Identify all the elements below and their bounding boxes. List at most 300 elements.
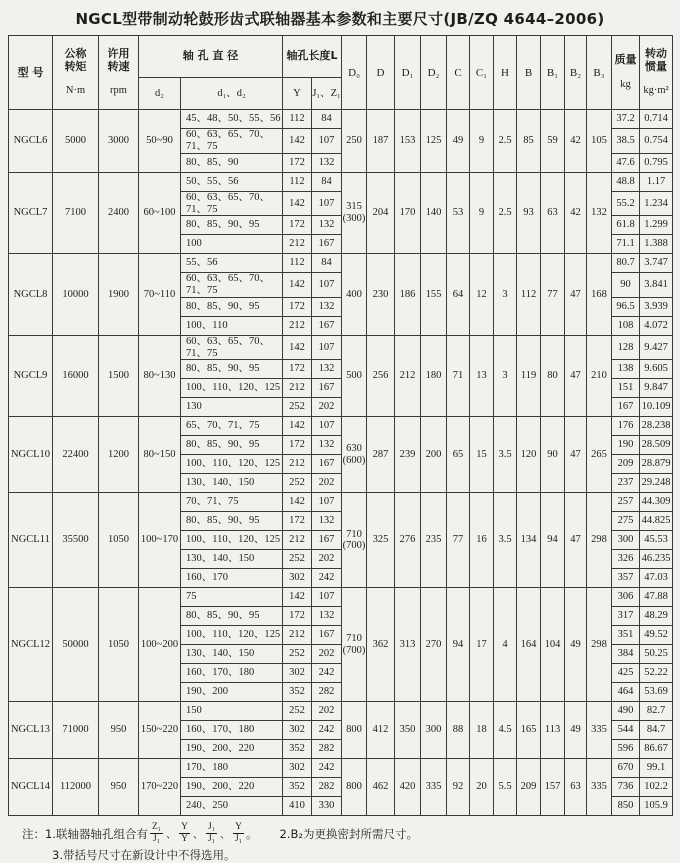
- bore-combo-fraction-2: [179, 822, 190, 845]
- length-jz-cell: 132: [312, 360, 342, 379]
- dim-b3-cell: 168: [587, 254, 612, 336]
- dim-d1-cell: 276: [395, 493, 421, 588]
- length-jz-cell: 107: [312, 273, 342, 298]
- d2-range-cell: 80~150: [139, 417, 181, 493]
- fraction-denominator: J₁: [235, 834, 243, 845]
- dim-d0-cell: 315 (300): [342, 172, 367, 254]
- mass-cell: 71.1: [612, 235, 640, 254]
- mass-label: 质量: [614, 53, 637, 67]
- speed-cell: 1050: [99, 493, 139, 588]
- length-y-cell: 142: [283, 335, 312, 360]
- bore-list-cell: 60、63、65、70、71、75: [181, 129, 283, 154]
- length-jz-cell: 107: [312, 417, 342, 436]
- bore-list-cell: 160、170、180: [181, 721, 283, 740]
- bore-list-cell: 100、110: [181, 316, 283, 335]
- length-y-cell: 172: [283, 436, 312, 455]
- inertia-cell: 99.1: [640, 759, 673, 778]
- dim-d0-cell: 630 (600): [342, 417, 367, 493]
- dim-c-cell: 88: [447, 702, 470, 759]
- bore-list-cell: 70、71、75: [181, 493, 283, 512]
- length-y-cell: 302: [283, 569, 312, 588]
- bore-list-cell: 160、170: [181, 569, 283, 588]
- torque-cell: 22400: [53, 417, 99, 493]
- dim-b1-cell: 94: [541, 493, 565, 588]
- bore-list-cell: 130、140、150: [181, 645, 283, 664]
- dim-c-cell: 71: [447, 335, 470, 417]
- inertia-cell: 10.109: [640, 398, 673, 417]
- bore-list-cell: 80、85、90、95: [181, 512, 283, 531]
- col-header-inertia: [640, 36, 673, 110]
- dim-b3-cell: 265: [587, 417, 612, 493]
- bore-list-cell: 80、85、90、95: [181, 436, 283, 455]
- torque-cell: 7100: [53, 172, 99, 254]
- mass-cell: 384: [612, 645, 640, 664]
- dim-d-cell: 287: [367, 417, 395, 493]
- fraction-numerator: Y: [235, 822, 242, 833]
- bore-list-cell: 100、110、120、125: [181, 379, 283, 398]
- dim-b2-cell: 63: [565, 759, 587, 816]
- length-jz-cell: 242: [312, 759, 342, 778]
- dim-b-cell: 85: [517, 110, 541, 173]
- inertia-cell: 50.25: [640, 645, 673, 664]
- mass-cell: 190: [612, 436, 640, 455]
- inertia-cell: 84.7: [640, 721, 673, 740]
- dim-d-cell: 230: [367, 254, 395, 336]
- dim-d1-cell: 186: [395, 254, 421, 336]
- mass-cell: 47.6: [612, 153, 640, 172]
- dim-b-cell: 209: [517, 759, 541, 816]
- dim-b2-cell: 47: [565, 493, 587, 588]
- bore-list-cell: 60、63、65、70、71、75: [181, 335, 283, 360]
- length-jz-cell: 242: [312, 664, 342, 683]
- length-y-cell: 212: [283, 455, 312, 474]
- fraction-separator: 、: [220, 830, 230, 842]
- dim-b1-cell: 59: [541, 110, 565, 173]
- model-cell: NGCL10: [9, 417, 53, 493]
- inertia-cell: 29.248: [640, 474, 673, 493]
- table-row: [9, 493, 673, 512]
- dim-d0-cell: 800: [342, 759, 367, 816]
- bore-list-cell: 190、200、220: [181, 740, 283, 759]
- torque-cell: 5000: [53, 110, 99, 173]
- speed-unit: rpm: [110, 85, 127, 97]
- col-header-speed: [99, 36, 139, 110]
- length-y-cell: 172: [283, 297, 312, 316]
- inertia-cell: 28.879: [640, 455, 673, 474]
- dim-d-cell: 204: [367, 172, 395, 254]
- col-header-torque: [53, 36, 99, 110]
- dim-c1-cell: 17: [470, 588, 494, 702]
- dim-d2-cell: 140: [421, 172, 447, 254]
- bore-list-cell: 100、110、120、125: [181, 626, 283, 645]
- length-y-cell: 212: [283, 316, 312, 335]
- dim-d1-cell: 420: [395, 759, 421, 816]
- mass-cell: 176: [612, 417, 640, 436]
- bore-list-cell: 100: [181, 235, 283, 254]
- inertia-cell: 46.235: [640, 550, 673, 569]
- mass-cell: 300: [612, 531, 640, 550]
- dim-b-cell: 165: [517, 702, 541, 759]
- length-y-cell: 302: [283, 721, 312, 740]
- dim-d0-cell: 500: [342, 335, 367, 417]
- dim-h-cell: 3: [494, 335, 517, 417]
- dim-c-cell: 92: [447, 759, 470, 816]
- col-header-bore-length: 轴孔长度L: [283, 36, 342, 78]
- inertia-cell: 9.605: [640, 360, 673, 379]
- dim-d1-cell: 350: [395, 702, 421, 759]
- dim-d-cell: 462: [367, 759, 395, 816]
- col-header-bore-diameter: 轴 孔 直 径: [139, 36, 283, 78]
- inertia-cell: 48.29: [640, 607, 673, 626]
- inertia-cell: 28.509: [640, 436, 673, 455]
- bore-list-cell: 130、140、150: [181, 474, 283, 493]
- model-cell: NGCL6: [9, 110, 53, 173]
- bore-list-cell: 240、250: [181, 797, 283, 816]
- length-jz-cell: 107: [312, 588, 342, 607]
- mass-cell: 306: [612, 588, 640, 607]
- note-1-end: 。: [246, 826, 258, 841]
- length-y-cell: 410: [283, 797, 312, 816]
- col-header-b2: B₂: [565, 36, 587, 110]
- length-y-cell: 112: [283, 254, 312, 273]
- d2-range-cell: 60~100: [139, 172, 181, 254]
- dim-b-cell: 164: [517, 588, 541, 702]
- length-jz-cell: 132: [312, 153, 342, 172]
- bore-list-cell: 65、70、71、75: [181, 417, 283, 436]
- dim-c-cell: 53: [447, 172, 470, 254]
- length-y-cell: 172: [283, 512, 312, 531]
- dim-b3-cell: 132: [587, 172, 612, 254]
- dim-b2-cell: 42: [565, 110, 587, 173]
- length-y-cell: 302: [283, 664, 312, 683]
- inertia-cell: 9.427: [640, 335, 673, 360]
- mass-cell: 167: [612, 398, 640, 417]
- mass-cell: 96.5: [612, 297, 640, 316]
- mass-cell: 736: [612, 778, 640, 797]
- torque-cell: 16000: [53, 335, 99, 417]
- dim-d2-cell: 300: [421, 702, 447, 759]
- mass-cell: 275: [612, 512, 640, 531]
- table-row: [9, 588, 673, 607]
- bore-list-cell: 55、56: [181, 254, 283, 273]
- inertia-cell: 1.17: [640, 172, 673, 191]
- mass-cell: 351: [612, 626, 640, 645]
- bore-list-cell: 75: [181, 588, 283, 607]
- dim-b-cell: 134: [517, 493, 541, 588]
- length-jz-cell: 282: [312, 778, 342, 797]
- bore-list-cell: 160、170、180: [181, 664, 283, 683]
- inertia-cell: 9.847: [640, 379, 673, 398]
- inertia-unit: kg·m²: [643, 85, 669, 97]
- dim-b-cell: 112: [517, 254, 541, 336]
- d2-range-cell: 170~220: [139, 759, 181, 816]
- dim-b1-cell: 157: [541, 759, 565, 816]
- bore-list-cell: 80、85、90、95: [181, 360, 283, 379]
- length-jz-cell: 132: [312, 512, 342, 531]
- length-y-cell: 252: [283, 474, 312, 493]
- dim-d-cell: 256: [367, 335, 395, 417]
- length-jz-cell: 242: [312, 569, 342, 588]
- model-cell: NGCL11: [9, 493, 53, 588]
- dim-b2-cell: 47: [565, 335, 587, 417]
- dim-h-cell: 3.5: [494, 417, 517, 493]
- col-header-mass: [612, 36, 640, 110]
- col-header-d1d2-bore: d₁、d₂: [181, 77, 283, 110]
- dim-b-cell: 119: [517, 335, 541, 417]
- notes-label: 注：: [22, 826, 45, 841]
- dim-b1-cell: 63: [541, 172, 565, 254]
- model-cell: NGCL9: [9, 335, 53, 417]
- length-jz-cell: 132: [312, 216, 342, 235]
- dim-d1-cell: 313: [395, 588, 421, 702]
- inertia-cell: 0.714: [640, 110, 673, 129]
- col-header-h: H: [494, 36, 517, 110]
- length-y-cell: 172: [283, 607, 312, 626]
- mass-cell: 38.5: [612, 129, 640, 154]
- speed-cell: 1050: [99, 588, 139, 702]
- inertia-cell: 102.2: [640, 778, 673, 797]
- length-y-cell: 142: [283, 191, 312, 216]
- length-y-cell: 142: [283, 493, 312, 512]
- dim-d2-cell: 200: [421, 417, 447, 493]
- length-y-cell: 142: [283, 273, 312, 298]
- torque-unit: N·m: [65, 85, 86, 97]
- bore-list-cell: 80、85、90、95: [181, 607, 283, 626]
- length-jz-cell: 242: [312, 721, 342, 740]
- dim-b1-cell: 77: [541, 254, 565, 336]
- mass-cell: 326: [612, 550, 640, 569]
- length-y-cell: 212: [283, 235, 312, 254]
- dim-d-cell: 187: [367, 110, 395, 173]
- bore-list-cell: 100、110、120、125: [181, 531, 283, 550]
- dim-h-cell: 4: [494, 588, 517, 702]
- dim-c-cell: 65: [447, 417, 470, 493]
- inertia-cell: 44.309: [640, 493, 673, 512]
- length-jz-cell: 202: [312, 645, 342, 664]
- table-header: [9, 36, 673, 110]
- bore-list-cell: 100、110、120、125: [181, 455, 283, 474]
- fraction-denominator: J₁: [153, 834, 161, 845]
- length-jz-cell: 167: [312, 235, 342, 254]
- dim-d2-cell: 235: [421, 493, 447, 588]
- dim-b3-cell: 335: [587, 759, 612, 816]
- speed-cell: 2400: [99, 172, 139, 254]
- inertia-cell: 4.072: [640, 316, 673, 335]
- d2-range-cell: 100~170: [139, 493, 181, 588]
- coupling-parameters-table: [8, 35, 673, 816]
- mass-cell: 544: [612, 721, 640, 740]
- dim-c1-cell: 18: [470, 702, 494, 759]
- col-header-b1: B₁: [541, 36, 565, 110]
- dim-b2-cell: 47: [565, 417, 587, 493]
- bore-list-cell: 80、85、90、95: [181, 216, 283, 235]
- length-y-cell: 252: [283, 645, 312, 664]
- dim-b3-cell: 298: [587, 588, 612, 702]
- length-y-cell: 252: [283, 702, 312, 721]
- table-body: [9, 110, 673, 816]
- mass-cell: 464: [612, 683, 640, 702]
- torque-cell: 10000: [53, 254, 99, 336]
- dim-d0-cell: 710 (700): [342, 493, 367, 588]
- model-cell: NGCL13: [9, 702, 53, 759]
- mass-cell: 317: [612, 607, 640, 626]
- dim-h-cell: 5.5: [494, 759, 517, 816]
- mass-cell: 209: [612, 455, 640, 474]
- dim-b1-cell: 113: [541, 702, 565, 759]
- bore-list-cell: 130、140、150: [181, 550, 283, 569]
- dim-d0-cell: 800: [342, 702, 367, 759]
- length-y-cell: 252: [283, 550, 312, 569]
- table-row: [9, 759, 673, 778]
- mass-cell: 61.8: [612, 216, 640, 235]
- length-jz-cell: 282: [312, 683, 342, 702]
- inertia-cell: 3.939: [640, 297, 673, 316]
- fraction-numerator: Y: [181, 822, 188, 833]
- model-cell: NGCL8: [9, 254, 53, 336]
- model-cell: NGCL12: [9, 588, 53, 702]
- dim-b2-cell: 47: [565, 254, 587, 336]
- dim-d2-cell: 270: [421, 588, 447, 702]
- dim-d2-cell: 335: [421, 759, 447, 816]
- dim-b3-cell: 210: [587, 335, 612, 417]
- length-y-cell: 352: [283, 778, 312, 797]
- mass-cell: 80.7: [612, 254, 640, 273]
- inertia-cell: 28.238: [640, 417, 673, 436]
- inertia-cell: 47.88: [640, 588, 673, 607]
- bore-list-cell: 150: [181, 702, 283, 721]
- mass-cell: 108: [612, 316, 640, 335]
- length-y-cell: 172: [283, 360, 312, 379]
- bore-list-cell: 190、200: [181, 683, 283, 702]
- dim-b-cell: 93: [517, 172, 541, 254]
- col-header-d2-bore: d₂: [139, 77, 181, 110]
- dim-c1-cell: 16: [470, 493, 494, 588]
- length-jz-cell: 202: [312, 702, 342, 721]
- note-2-text: 2.B₂为更换密封所需尺寸。: [279, 826, 418, 841]
- bore-list-cell: 80、85、90、95: [181, 297, 283, 316]
- col-header-b: B: [517, 36, 541, 110]
- model-cell: NGCL14: [9, 759, 53, 816]
- bore-combo-fraction-3: [206, 822, 217, 845]
- speed-cell: 1200: [99, 417, 139, 493]
- dim-b2-cell: 49: [565, 702, 587, 759]
- length-y-cell: 302: [283, 759, 312, 778]
- length-jz-cell: 202: [312, 550, 342, 569]
- dim-d0-cell: 400: [342, 254, 367, 336]
- inertia-cell: 3.747: [640, 254, 673, 273]
- inertia-cell: 0.795: [640, 153, 673, 172]
- bore-list-cell: 80、85、90: [181, 153, 283, 172]
- d2-range-cell: 50~90: [139, 110, 181, 173]
- inertia-cell: 49.52: [640, 626, 673, 645]
- dim-c-cell: 64: [447, 254, 470, 336]
- torque-cell: 71000: [53, 702, 99, 759]
- fraction-separator: 、: [166, 830, 177, 842]
- bore-list-cell: 50、55、56: [181, 172, 283, 191]
- dim-c1-cell: 12: [470, 254, 494, 336]
- bore-list-cell: 60、63、65、70、71、75: [181, 191, 283, 216]
- mass-cell: 596: [612, 740, 640, 759]
- inertia-cell: 3.841: [640, 273, 673, 298]
- length-jz-cell: 202: [312, 474, 342, 493]
- fraction-denominator: J₁: [207, 834, 215, 845]
- mass-cell: 850: [612, 797, 640, 816]
- notes: [22, 822, 672, 863]
- dim-d1-cell: 212: [395, 335, 421, 417]
- length-y-cell: 112: [283, 172, 312, 191]
- fraction-separator: 、: [192, 830, 203, 842]
- speed-label: 许用 转速: [107, 47, 130, 73]
- dim-c-cell: 77: [447, 493, 470, 588]
- col-header-d: D: [367, 36, 395, 110]
- dim-d2-cell: 125: [421, 110, 447, 173]
- inertia-cell: 0.754: [640, 129, 673, 154]
- mass-cell: 670: [612, 759, 640, 778]
- dim-h-cell: 2.5: [494, 110, 517, 173]
- d2-range-cell: 150~220: [139, 702, 181, 759]
- inertia-cell: 1.299: [640, 216, 673, 235]
- speed-cell: 1900: [99, 254, 139, 336]
- note-1-text: 1.联轴器轴孔组合有: [45, 826, 148, 841]
- length-y-cell: 352: [283, 740, 312, 759]
- bore-list-cell: 45、48、50、55、56: [181, 110, 283, 129]
- dim-h-cell: 4.5: [494, 702, 517, 759]
- inertia-cell: 52.22: [640, 664, 673, 683]
- length-jz-cell: 132: [312, 436, 342, 455]
- col-header-d0: D₀: [342, 36, 367, 110]
- fraction-numerator: Z₁: [151, 822, 162, 833]
- dim-c-cell: 94: [447, 588, 470, 702]
- note-3-text: 3.带括号尺寸在新设计中不得选用。: [52, 848, 236, 863]
- dim-c1-cell: 9: [470, 172, 494, 254]
- dim-d1-cell: 239: [395, 417, 421, 493]
- dim-b1-cell: 90: [541, 417, 565, 493]
- table-row: [9, 335, 673, 360]
- torque-cell: 112000: [53, 759, 99, 816]
- bore-combo-fraction-1: [150, 822, 163, 845]
- length-jz-cell: 132: [312, 607, 342, 626]
- inertia-cell: 1.388: [640, 235, 673, 254]
- length-y-cell: 252: [283, 398, 312, 417]
- dim-d-cell: 412: [367, 702, 395, 759]
- mass-unit: kg: [620, 79, 631, 91]
- note-line-1: [22, 822, 672, 845]
- col-header-y: Y: [283, 77, 312, 110]
- dim-b-cell: 120: [517, 417, 541, 493]
- dim-d0-cell: 710 (700): [342, 588, 367, 702]
- torque-label: 公称 转矩: [64, 47, 87, 73]
- d2-range-cell: 80~130: [139, 335, 181, 417]
- mass-cell: 138: [612, 360, 640, 379]
- dim-d2-cell: 155: [421, 254, 447, 336]
- length-y-cell: 212: [283, 531, 312, 550]
- mass-cell: 90: [612, 273, 640, 298]
- length-jz-cell: 330: [312, 797, 342, 816]
- inertia-cell: 45.53: [640, 531, 673, 550]
- length-jz-cell: 84: [312, 172, 342, 191]
- length-y-cell: 142: [283, 129, 312, 154]
- mass-cell: 257: [612, 493, 640, 512]
- length-jz-cell: 107: [312, 129, 342, 154]
- length-y-cell: 112: [283, 110, 312, 129]
- col-header-c: C: [447, 36, 470, 110]
- dim-h-cell: 3.5: [494, 493, 517, 588]
- bore-list-cell: 130: [181, 398, 283, 417]
- speed-cell: 950: [99, 702, 139, 759]
- fraction-numerator: J₁: [207, 822, 215, 833]
- dim-d-cell: 362: [367, 588, 395, 702]
- dim-c-cell: 49: [447, 110, 470, 173]
